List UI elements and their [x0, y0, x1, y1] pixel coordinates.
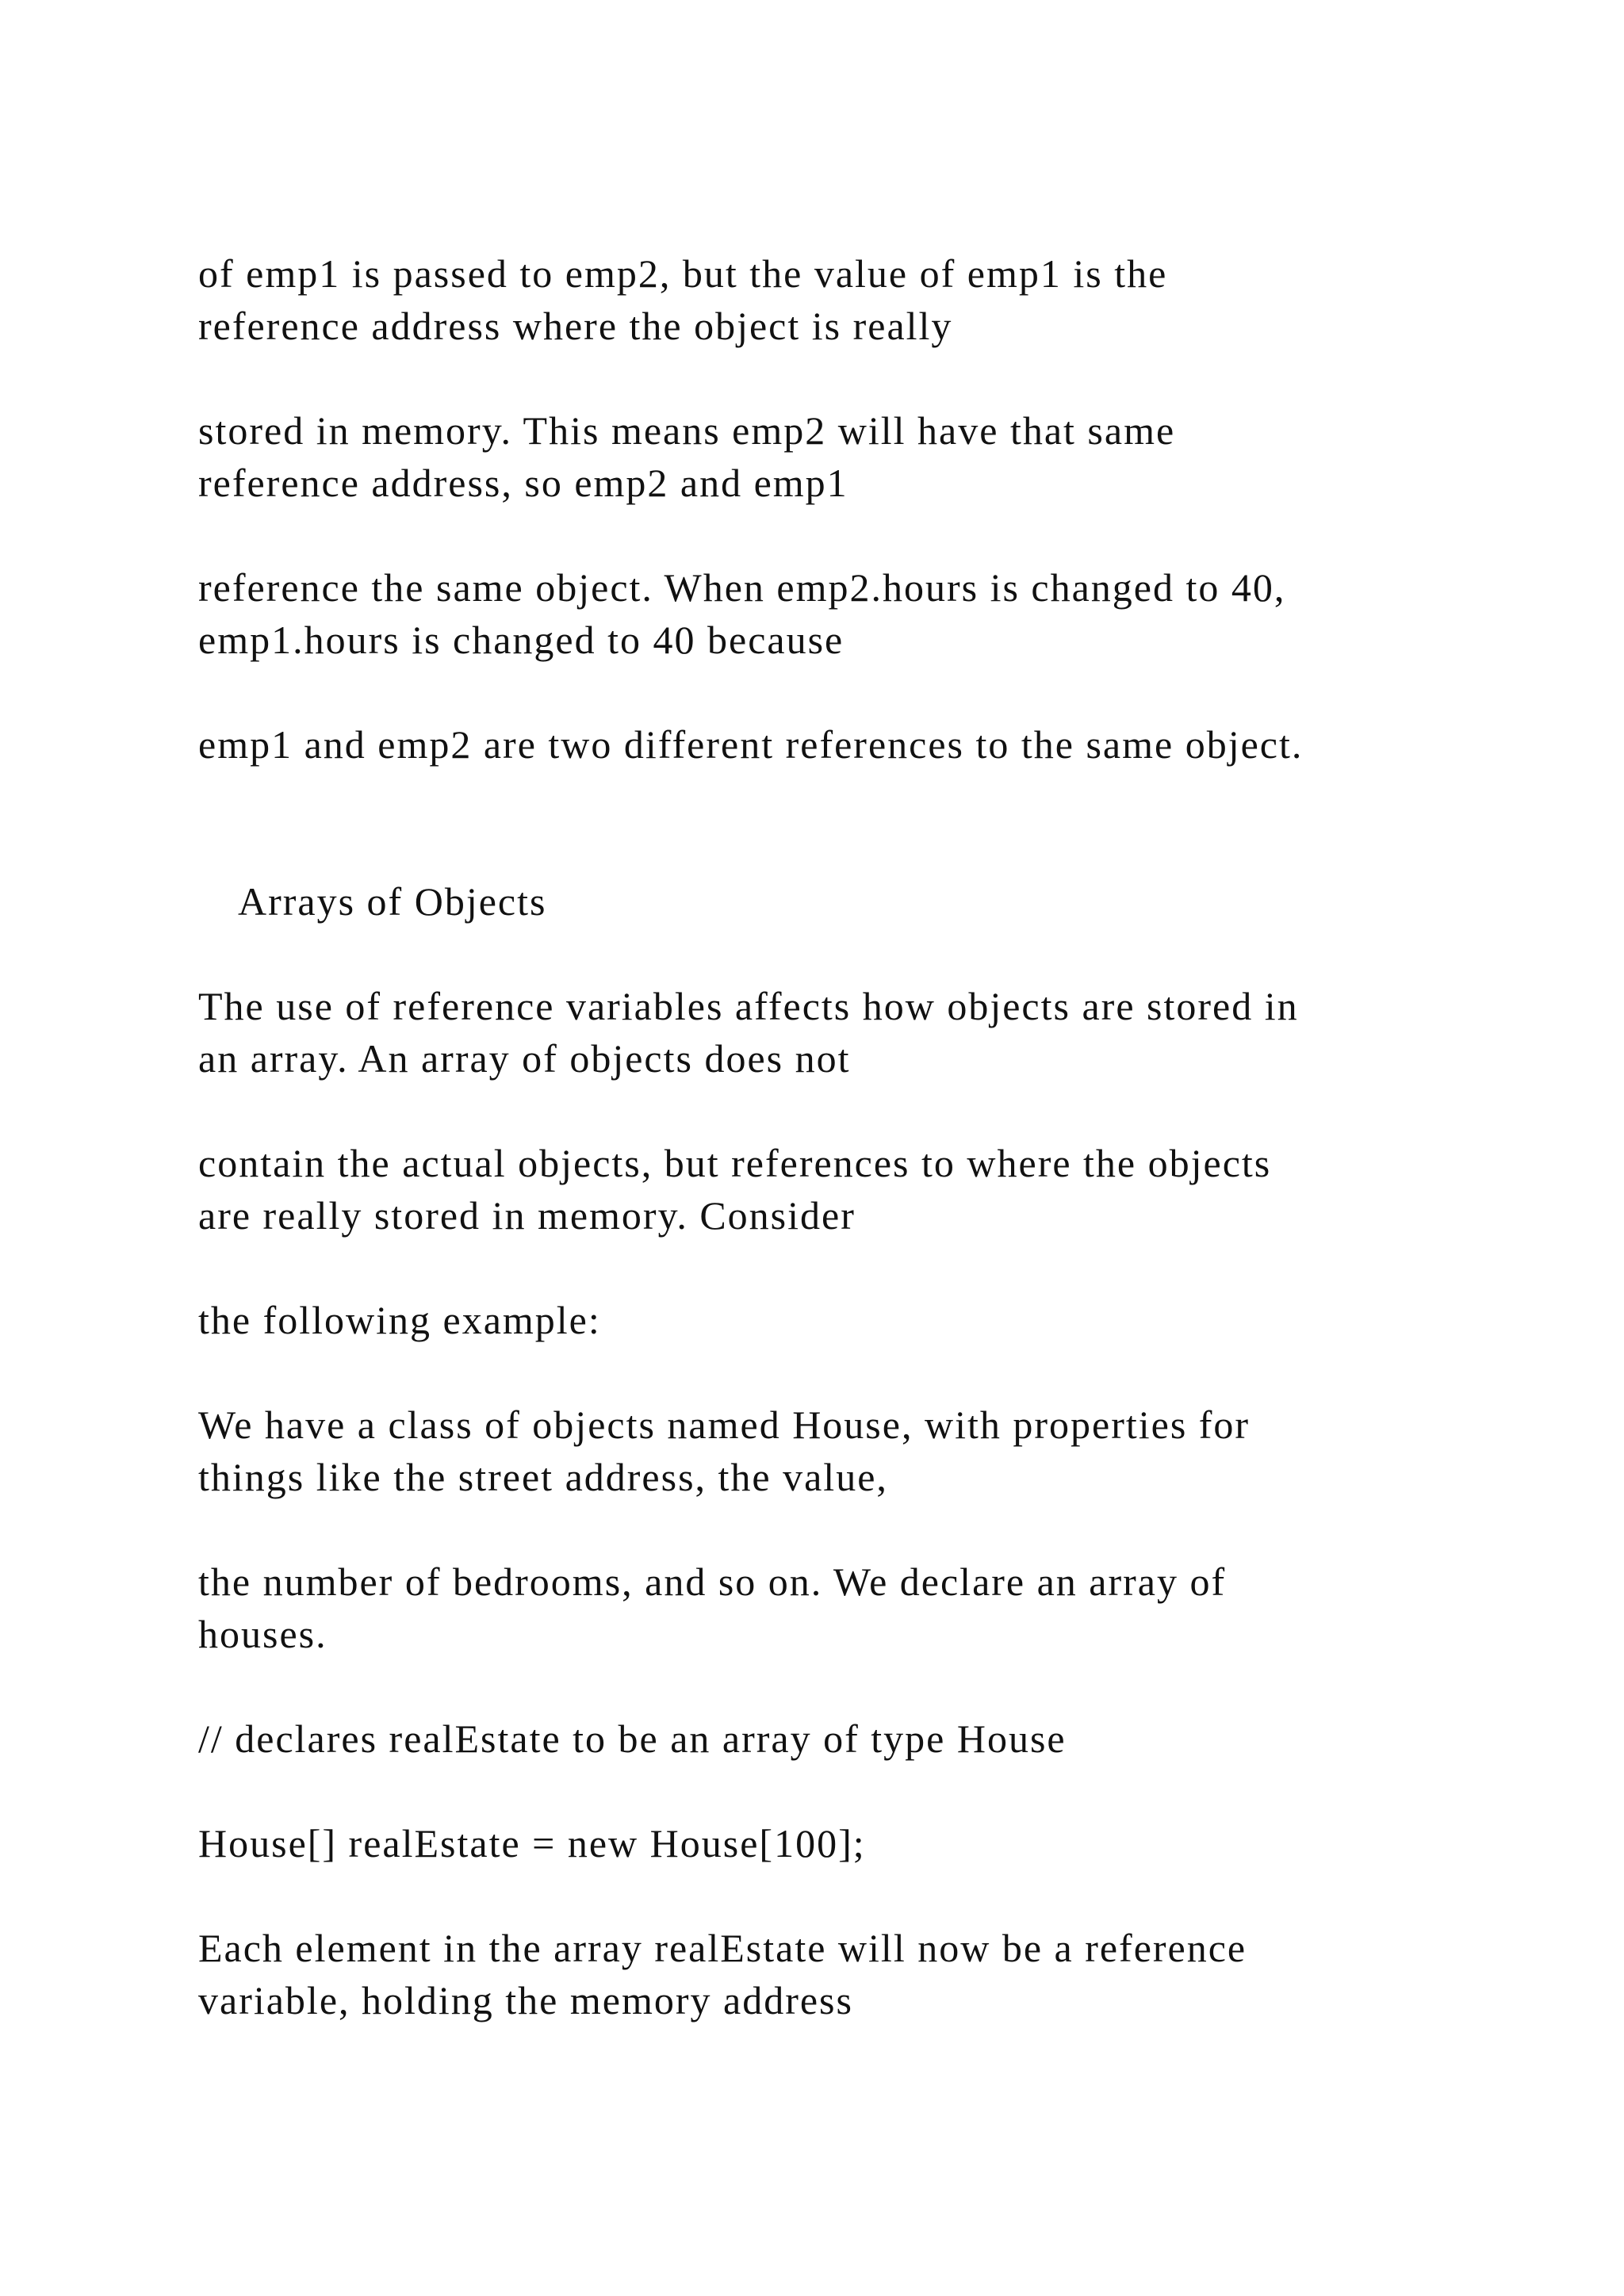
text-line: variable, holding the memory address	[198, 1978, 853, 2022]
paragraph	[198, 247, 1435, 352]
paragraph	[198, 718, 1435, 771]
paragraph	[198, 1556, 1435, 1660]
paragraph	[198, 1294, 1435, 1346]
text-line: houses.	[198, 1612, 327, 1656]
text-line: // declares realEstate to be an array of type House	[198, 1716, 1067, 1761]
text-line: The use of reference variables affects how objects are stored in	[198, 984, 1299, 1028]
paragraph	[198, 1399, 1435, 1503]
text-line: reference address where the object is really	[198, 304, 953, 348]
text-line: of emp1 is passed to emp2, but the value of emp1 is the	[198, 251, 1168, 296]
blank-line	[198, 823, 1435, 875]
paragraph	[198, 1137, 1435, 1242]
text-line: are really stored in memory. Consider	[198, 1193, 856, 1238]
text-line: things like the street address, the value,	[198, 1455, 888, 1499]
text-line: We have a class of objects named House, with properties for	[198, 1402, 1251, 1447]
text-line: stored in memory. This means emp2 will have that same	[198, 408, 1176, 453]
text-line: the following example:	[198, 1298, 601, 1342]
text-line: the number of bedrooms, and so on. We declare an array of	[198, 1559, 1227, 1604]
paragraph	[198, 980, 1435, 1085]
paragraph	[198, 561, 1435, 666]
text-line: emp1.hours is changed to 40 because	[198, 618, 845, 662]
text-line: emp1 and emp2 are two different references to the same object.	[198, 722, 1304, 767]
text-line: reference address, so emp2 and emp1	[198, 461, 848, 505]
paragraph	[198, 1922, 1435, 2026]
text-line: reference the same object. When emp2.hours is changed to 40,	[198, 565, 1286, 610]
section-heading: Arrays of Objects	[238, 879, 547, 924]
text-line: House[] realEstate = new House[100];	[198, 1821, 866, 1866]
code-line	[198, 1817, 1435, 1869]
text-line: contain the actual objects, but references to where the objects	[198, 1141, 1272, 1185]
document-body	[198, 247, 1435, 2079]
text-line: Each element in the array realEstate will now be a reference	[198, 1926, 1247, 1970]
code-comment	[198, 1712, 1435, 1765]
paragraph	[198, 404, 1435, 509]
text-line: an array. An array of objects does not	[198, 1036, 851, 1081]
